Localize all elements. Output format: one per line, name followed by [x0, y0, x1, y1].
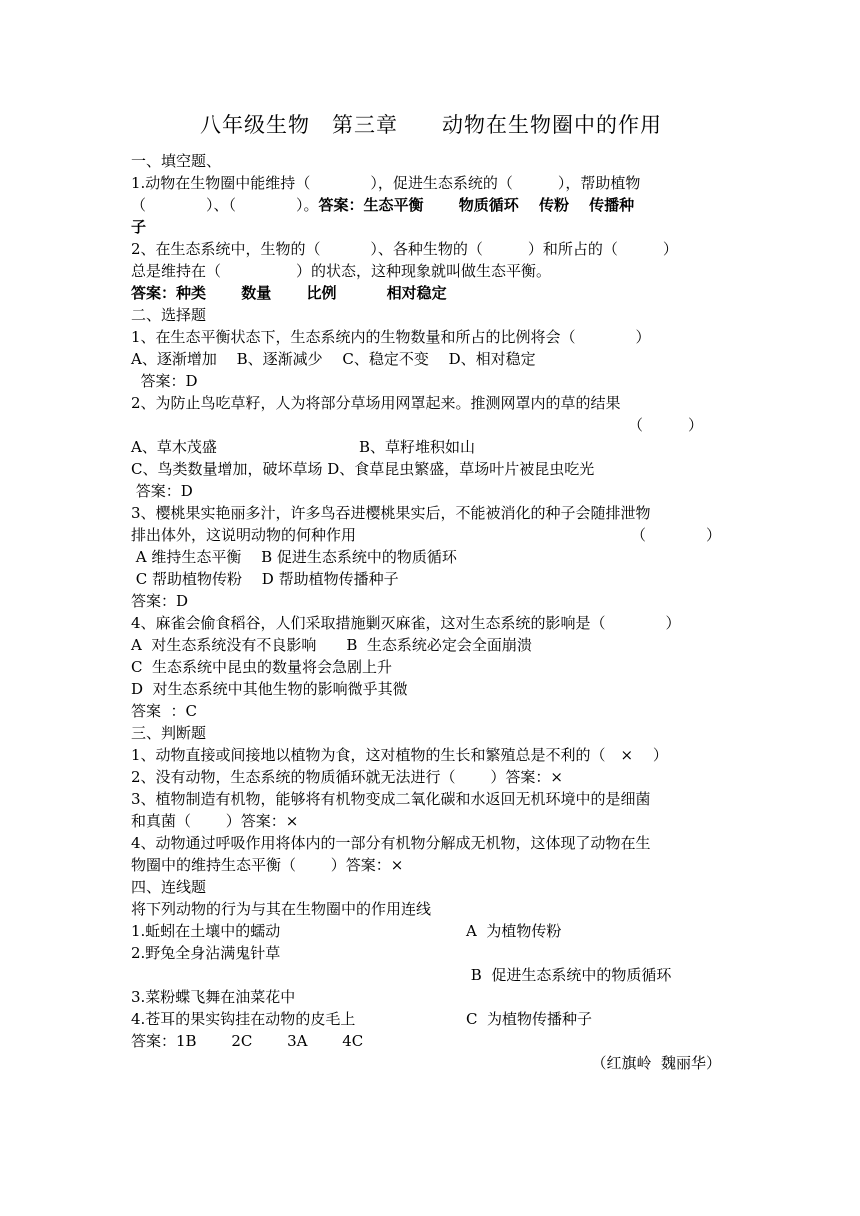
matching-spacer — [131, 964, 466, 986]
q1-line2-blanks: （ ）、（ ）。 — [131, 196, 319, 214]
choice-q2-answer: 答案：D — [131, 482, 193, 500]
q2-line1: 2、在生态系统中，生物的（ ）、各种生物的（ ）和所占的（ ） — [131, 240, 678, 258]
section-heading-judge: 三、判断题 — [131, 724, 207, 742]
judge-q4-line2: 物圈中的维持生态平衡（ ）答案：× — [131, 856, 404, 874]
q1-answer: 答案：生态平衡 物质循环 传粉 传播种 — [318, 196, 635, 214]
choice-q3-options-ab: A 维持生态平衡 B 促进生态系统中的物质循环 — [131, 548, 457, 566]
choice-q3-options-cd: C 帮助植物传粉 D 帮助植物传播种子 — [131, 570, 399, 588]
choice-q4-options-ab: A 对生态系统没有不良影响 B 生态系统必定会全面崩溃 — [131, 636, 532, 654]
choice-q2-line2: （ ） — [627, 416, 703, 434]
choice-q3-answer: 答案：D — [131, 592, 189, 610]
matching-item-2: 2.野兔全身沾满鬼针草 — [131, 944, 281, 962]
choice-q2-option-b: B、草籽堆积如山 — [359, 438, 476, 456]
section-heading-choice: 二、选择题 — [131, 306, 207, 324]
choice-q4-option-d: D 对生态系统中其他生物的影响微乎其微 — [131, 680, 408, 698]
matching-row-1 — [131, 920, 731, 942]
matching-item-4: 4.苍耳的果实钩挂在动物的皮毛上 — [131, 1010, 356, 1028]
matching-row-b — [131, 964, 731, 986]
choice-q3-line2-text: 排出体外，这说明动物的何种作用 — [131, 526, 357, 544]
choice-q4: 4、麻雀会偷食稻谷，人们采取措施剿灭麻雀，这对生态系统的影响是（ ） — [131, 614, 681, 632]
matching-option-b: B 促进生态系统中的物质循环 — [466, 966, 672, 984]
choice-q4-option-c: C 生态系统中昆虫的数量将会急剧上升 — [131, 658, 393, 676]
matching-option-c: C 为植物传播种子 — [466, 1010, 593, 1028]
choice-q1-options: A、逐渐增加 B、逐渐减少 C、稳定不变 D、相对稳定 — [131, 350, 536, 368]
judge-q2: 2、没有动物，生态系统的物质循环就无法进行（ ）答案：× — [131, 768, 563, 786]
matching-row-4 — [131, 1008, 731, 1030]
choice-q3-line1: 3、樱桃果实艳丽多汁，许多鸟吞进樱桃果实后，不能被消化的种子会随排泄物 — [131, 504, 651, 522]
q1-line3: 子 — [131, 218, 147, 236]
q2-answer: 答案：种类 数量 比例 相对稳定 — [131, 284, 447, 302]
judge-q4-line1: 4、动物通过呼吸作用将体内的一部分有机物分解成无机物，这体现了动物在生 — [131, 834, 651, 852]
choice-q2-options-cd: C、鸟类数量增加，破坏草场 D、食草昆虫繁盛，草场叶片被昆虫吃光 — [131, 460, 595, 478]
choice-q3-line2-blank: （ ） — [630, 526, 721, 544]
choice-q2-options-ab — [131, 436, 731, 458]
document-page — [131, 110, 731, 1074]
matching-item-3: 3.菜粉蝶飞舞在油菜花中 — [131, 988, 296, 1006]
q1-line1: 1.动物在生物圈中能维持（ ），促进生态系统的（ ），帮助植物 — [131, 174, 641, 192]
section-heading-matching: 四、连线题 — [131, 878, 207, 896]
choice-q1-answer: 答案：D — [131, 372, 198, 390]
choice-q4-answer: 答案 ：C — [131, 702, 198, 720]
choice-q3-line2 — [131, 524, 731, 546]
choice-q2-option-a: A、草木茂盛 — [131, 438, 217, 456]
judge-q1: 1、动物直接或间接地以植物为食，这对植物的生长和繁殖总是不利的（ × ） — [131, 746, 668, 764]
choice-q2-line1: 2、为防止鸟吃草籽，人为将部分草场用网罩起来。推测网罩内的草的结果 — [131, 394, 621, 412]
matching-option-a: A 为植物传粉 — [466, 922, 562, 940]
page-title: 八年级生物 第三章 动物在生物圈中的作用 — [200, 113, 662, 137]
author-signature: （红旗岭 魏丽华） — [591, 1054, 721, 1072]
judge-q3-line1: 3、植物制造有机物，能够将有机物变成二氧化碳和水返回无机环境中的是细菌 — [131, 790, 651, 808]
judge-q3-line2: 和真菌（ ）答案：× — [131, 812, 299, 830]
choice-q1: 1、在生态平衡状态下，生态系统内的生物数量和所占的比例将会（ ） — [131, 328, 651, 346]
matching-instruction: 将下列动物的行为与其在生物圈中的作用连线 — [131, 900, 432, 918]
q2-line2: 总是维持在（ ）的状态，这种现象就叫做生态平衡。 — [131, 262, 552, 280]
q1-line2 — [131, 194, 731, 216]
matching-item-1: 1.蚯蚓在土壤中的蠕动 — [131, 922, 281, 940]
matching-answer: 答案：1B 2C 3A 4C — [131, 1032, 364, 1050]
section-heading-fill-blank: 一、填空题、 — [131, 152, 222, 170]
